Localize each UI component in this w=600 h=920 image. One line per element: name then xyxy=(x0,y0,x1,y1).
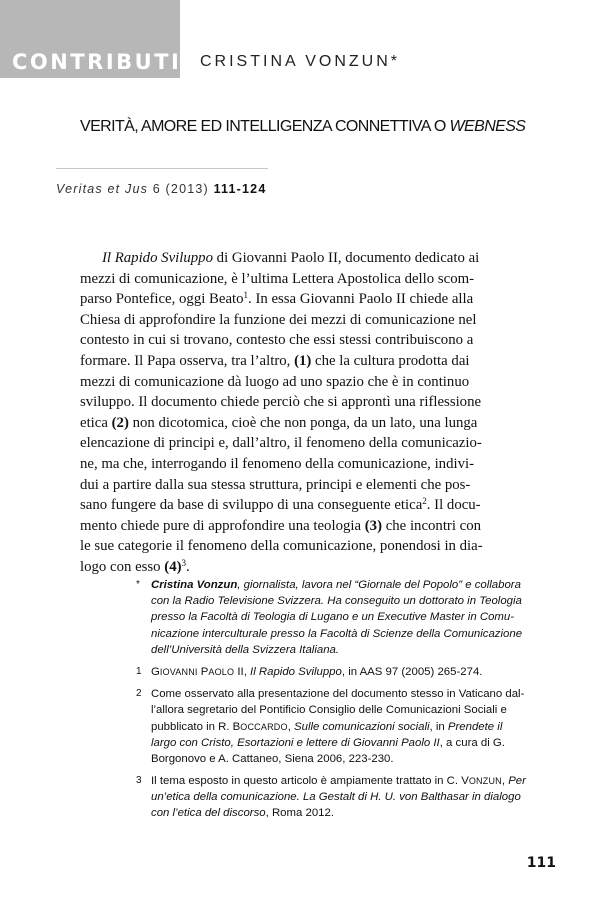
body-paragraph xyxy=(80,248,527,578)
footnote-3: 3 Il tema esposto in questo articolo è ampiamente trattato in C. VONZUN, Per un’etica della comunicazione. La Gestalt di H. U. von Balthasar in dialogo con l’etica del discorso, Roma 2012. xyxy=(136,775,526,820)
body-line: sviluppo. Il documento chiede perciò che si approntì una riflessione xyxy=(80,394,482,411)
point-marker: (3) xyxy=(364,517,383,534)
footnote-ref: 1 xyxy=(243,290,249,301)
section-label: CONTRIBUTI xyxy=(12,50,182,74)
section-tab xyxy=(0,0,180,78)
body-line: contesto in cui si trovano, contesto che essi stessi contribuiscono a xyxy=(80,332,474,349)
article-title-main: VERITÀ, AMORE ED INTELLIGENZA CONNETTIVA O xyxy=(80,118,450,135)
point-marker: (2) xyxy=(111,414,129,431)
title-divider xyxy=(56,168,268,169)
document-title: Il Rapido Sviluppo xyxy=(102,250,213,266)
body-line: parso Pontefice, oggi Beato$^1$. In essa Giovanni Paolo II chiede alla xyxy=(80,290,474,308)
citation-volume: 6 (2013) xyxy=(148,182,214,196)
author-footnote-name: Cristina Vonzun xyxy=(151,579,238,591)
citation-pages: 111-124 xyxy=(213,182,267,196)
body-line: ne, ma che, interrogando il fenomeno della comunicazione, indivi- xyxy=(80,455,475,472)
footnote-2: 2 Come osservato alla presentazione del documento stesso in Vaticano dal- l’allora segretario del Pontificio Consiglio delle Comunicazioni Sociali e pubblicato in R. BOCCARDO, Sulle comunicazioni sociali, in Prendete il largo con Cristo, Esortazioni e lettere di Giovanni Paolo II, a cura di G. Borgonovo e A. Cattaneo, Siena 2006, 223-230. xyxy=(136,688,525,765)
journal-citation xyxy=(56,182,266,196)
body-line: etica (2) non dicotomica, cioè che non ponga, da un lato, una lunga xyxy=(80,414,478,431)
article-title xyxy=(80,118,580,136)
footnote-mark: 3 xyxy=(136,775,142,787)
body-line: logo con esso $(4)^3$. xyxy=(80,557,190,575)
footnote-mark: 2 xyxy=(136,688,142,700)
citation-journal: Veritas et Jus xyxy=(56,182,149,196)
footnote-1: 1 GIOVANNI PAOLO II, Il Rapido Sviluppo, in AAS 97 (2005) 265-274. xyxy=(136,664,528,680)
footnote-author: * Cristina Vonzun, giornalista, lavora nel “Giornale del Popolo” e collabora con la Radio Televisione Svizzera. Ha conseguito un dottorato in Teologia presso la Facoltà di Teologia di Lugano e un Executive Master in Comu- nicazione interculturale presso la Facoltà di Scienze della Comunicazione dell’Università della Svizzera Italiana. xyxy=(136,579,523,656)
body-line: mezzi di comunicazione dà luogo ad uno spazio che è in continuo xyxy=(80,373,470,390)
body-line: Il Rapido Sviluppo di Giovanni Paolo II, documento dedicato ai xyxy=(102,250,480,266)
body-line: sano fungere da base di sviluppo di una conseguente etica$^2$. Il docu- xyxy=(80,496,481,514)
footnotes xyxy=(136,577,528,828)
body-line: formare. Il Papa osserva, tra l’altro, (1) che la cultura prodotta dai xyxy=(80,352,470,369)
body-line: mezzi di comunicazione, è l’ultima Lettera Apostolica dello scom- xyxy=(80,270,475,287)
body-line: elencazione di principi e, dall’altro, il fenomeno della comunicazio- xyxy=(80,435,482,452)
point-marker: (4) xyxy=(164,558,182,575)
body-line: mento chiede pure di approfondire una teologia (3) che incontri con xyxy=(80,517,482,534)
author-name: CRISTINA VONZUN* xyxy=(200,53,401,70)
footnote-ref: 3 xyxy=(181,557,187,568)
body-line: dui a partire dalla sua stessa struttura, principi e elementi che pos- xyxy=(80,476,471,493)
page-number: 111 xyxy=(526,855,556,871)
article-title-italic: WEBNESS xyxy=(449,118,526,135)
body-line: le sue categorie il fenomeno della comunicazione, ponendosi in dia- xyxy=(80,538,483,555)
point-marker: (1) xyxy=(294,352,312,369)
footnote-mark: * xyxy=(136,579,140,590)
footnote-mark: 1 xyxy=(136,665,142,677)
body-line: Chiesa di approfondire la funzione dei mezzi di comunicazione nel xyxy=(80,311,477,328)
footnote-ref: 2 xyxy=(422,496,427,507)
